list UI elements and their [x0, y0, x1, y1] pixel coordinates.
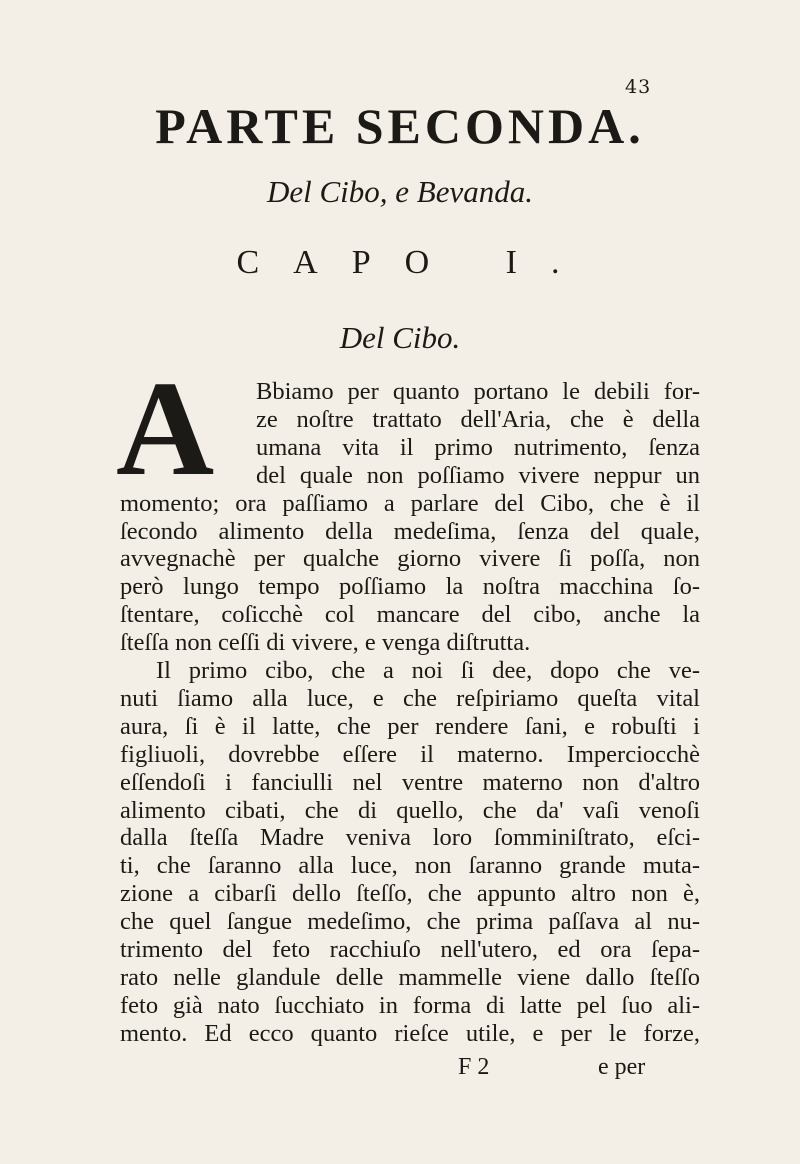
chapter-heading: CAPO I. [236, 244, 594, 281]
text-line: Il primo cibo, che a noi ſi dee, dopo che ve- [156, 657, 700, 684]
text-line: dalla ſteſſa Madre veniva loro ſomminiſtrato, eſci- [120, 824, 700, 852]
text-line: ſtentare, coſicchè col mancare del cibo, anche la [120, 601, 700, 629]
text-line: ſecondo alimento della medeſima, ſenza del quale, [120, 517, 700, 545]
text-line: alimento cibati, che di quello, che da' vaſi venoſi [120, 796, 700, 824]
page-number: 43 [625, 76, 652, 98]
catchword: e per [598, 1054, 646, 1080]
text-line: avvegnachè per qualche giorno vivere ſi poſſa, non [120, 545, 700, 573]
text-line: ti, che ſaranno alla luce, non ſaranno grande muta- [120, 852, 700, 880]
text-line: nuti ſiamo alla luce, e che reſpiriamo queſta vital [120, 684, 700, 712]
text-line: ſteſſa non ceſſi di vivere, e venga diſtrutta. [120, 629, 531, 657]
text-line: figliuoli, dovrebbe eſſere il materno. Imperciocchè [120, 740, 700, 768]
text-line: che quel ſangue medeſimo, che prima paſſava al nu- [120, 908, 700, 936]
part-subtitle: Del Cibo, e Bevanda. [266, 174, 533, 209]
text-line: umana vita il primo nutrimento, ſenza [256, 433, 700, 461]
text-line: rato nelle glandule delle mammelle viene dallo ſteſſo [120, 963, 700, 991]
text-line: eſſendoſi i fanciulli nel ventre materno non d'altro [120, 768, 700, 796]
text-line: però lungo tempo poſſiamo la noſtra macchina ſo- [120, 573, 700, 601]
text-line: ze noſtre trattato dell'Aria, che è della [256, 405, 700, 433]
text-line: trimento del feto racchiuſo nell'utero, ed ora ſepa- [120, 936, 700, 963]
text-line: momento; ora paſſiamo a parlare del Cibo, che è il [120, 489, 700, 517]
signature-mark: F 2 [458, 1054, 490, 1080]
text-line: zione a cibarſi dello ſteſſo, che appunto altro non è, [120, 880, 700, 908]
text-line: aura, ſi è il latte, che per rendere ſani, e robuſti i [120, 712, 700, 740]
text-line: mento. Ed ecco quanto rieſce utile, e per le forze, [120, 1019, 700, 1047]
section-title: Del Cibo. [339, 320, 461, 355]
part-title: PARTE SECONDA. [155, 98, 645, 154]
text-line: del quale non poſſiamo vivere neppur un [256, 461, 700, 489]
text-line: Bbiamo per quanto portano le debili for- [256, 378, 700, 405]
drop-cap: A [116, 354, 215, 504]
text-line: feto già nato ſucchiato in forma di latte pel ſuo ali- [120, 991, 700, 1019]
